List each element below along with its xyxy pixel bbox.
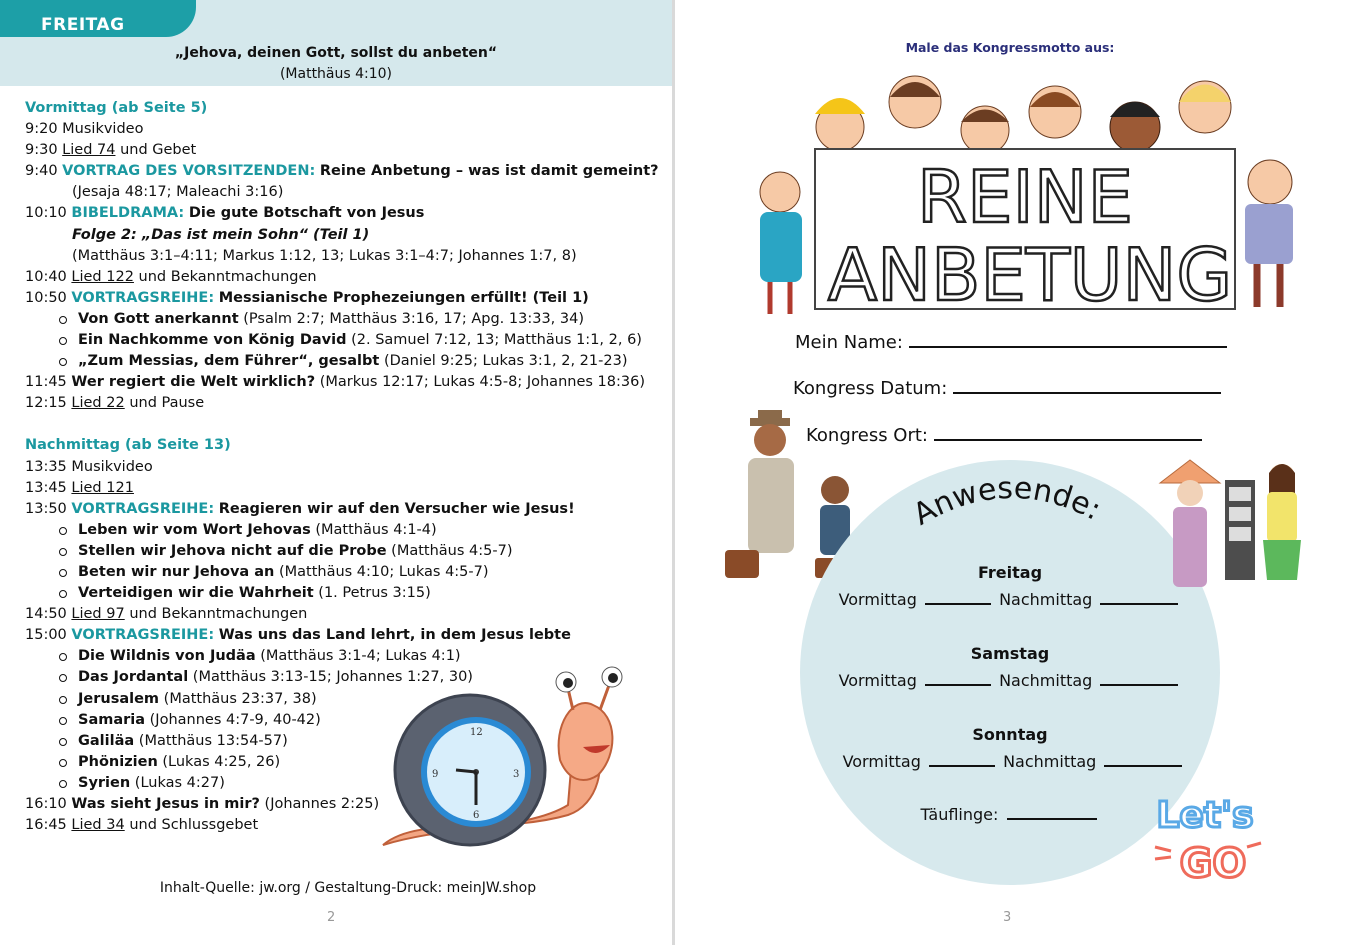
svg-text:3: 3	[513, 769, 520, 780]
list-item: Leben wir vom Wort Jehovas (Matthäus 4:1-4)	[25, 520, 665, 541]
program-item: 13:50 VORTRAGSREIHE: Reagieren wir auf den Versucher wie Jesus!	[25, 500, 575, 517]
banner-line2: ANBETUNG	[827, 233, 1233, 317]
program-item: 10:50 VORTRAGSREIHE: Messianische Prophezeiungen erfüllt! (Teil 1)	[25, 289, 589, 306]
program-item: 15:00 VORTRAGSREIHE: Was uns das Land lehrt, in dem Jesus lebte	[25, 627, 571, 644]
song-link[interactable]: Lied 97	[71, 606, 125, 623]
list-item: Von Gott anerkannt (Psalm 2:7; Matthäus 3:16, 17; Apg. 13:33, 34)	[25, 309, 665, 330]
date-label: Kongress Datum:	[793, 378, 948, 399]
program-item: 16:45 Lied 34 und Schlussgebet	[25, 817, 259, 834]
svg-text:12: 12	[470, 727, 483, 738]
program-item: 12:15 Lied 22 und Pause	[25, 395, 205, 412]
page-left	[0, 0, 672, 945]
list-item: Beten wir nur Jehova an (Matthäus 4:10; Lukas 4:5-7)	[25, 562, 665, 583]
scripture-ref: (Matthäus 3:1–4:11; Markus 1:12, 13; Lukas 3:1–4:7; Johannes 1:7, 8)	[72, 247, 577, 264]
list-item: Syrien (Lukas 4:27)	[25, 773, 665, 794]
attendance-row-sunday[interactable]: Vormittag Nachmittag	[675, 752, 1345, 771]
footer-credit: Inhalt-Quelle: jw.org / Gestaltung-Druck: meinJW.shop	[159, 880, 537, 896]
program-item: 13:35 Musikvideo	[25, 458, 153, 475]
lets-go-logo	[1153, 785, 1263, 885]
date-field[interactable]	[793, 376, 1221, 399]
motto-reference: (Matthäus 4:10)	[279, 66, 393, 82]
program-item: 14:50 Lied 97 und Bekanntmachungen	[25, 606, 308, 623]
program-item: 9:20 Musikvideo	[25, 121, 144, 138]
snail-clock-illustration	[378, 665, 638, 865]
song-link[interactable]: Lied 22	[71, 395, 125, 412]
song-link[interactable]: Lied 122	[71, 268, 134, 285]
program-item: 9:40 VORTRAG DES VORSITZENDEN: Reine Anbetung – was ist damit gemeint?	[25, 163, 659, 180]
program-item: 16:10 Was sieht Jesus in mir? (Johannes 2:25)	[25, 796, 380, 812]
list-item: Die Wildnis von Judäa (Matthäus 3:1-4; Lukas 4:1)	[25, 646, 665, 667]
day-tab: FREITAG	[0, 0, 196, 37]
song-link[interactable]: Lied 34	[71, 817, 125, 834]
morning-title: Vormittag (ab Seite 5)	[25, 100, 208, 116]
program-item: 10:10 BIBELDRAMA: Die gute Botschaft von Jesus	[25, 205, 425, 222]
banner-line1: REINE	[916, 155, 1134, 239]
program-item: 11:45 Wer regiert die Welt wirklich? (Markus 12:17; Lukas 4:5-8; Johannes 18:36)	[25, 374, 645, 391]
list-item: Phönizien (Lukas 4:25, 26)	[25, 752, 665, 773]
program-item: 10:40 Lied 122 und Bekanntmachungen	[25, 268, 317, 285]
list-item: Das Jordantal (Matthäus 3:13-15; Johannes 1:27, 30)	[25, 667, 665, 688]
list-item: Samaria (Johannes 4:7-9, 40-42)	[25, 710, 665, 731]
page-right	[675, 0, 1345, 945]
song-link[interactable]: Lied 74	[62, 142, 116, 159]
kids-banner-illustration	[745, 52, 1305, 322]
svg-text:GO: GO	[1179, 841, 1247, 885]
day-sunday: Sonntag	[972, 725, 1048, 744]
svg-text:Anwesende:: Anwesende:	[907, 473, 1107, 533]
attendance-title	[907, 473, 1117, 533]
paint-instruction: Male das Kongressmotto aus:	[905, 40, 1115, 55]
page-number: 3	[1003, 910, 1012, 925]
day-friday: Freitag	[977, 563, 1043, 582]
place-label: Kongress Ort:	[806, 425, 929, 446]
attendance-row-saturday[interactable]: Vormittag Nachmittag	[675, 671, 1345, 690]
list-item: Stellen wir Jehova nicht auf die Probe (Matthäus 4:5-7)	[25, 541, 665, 562]
svg-text:Let's: Let's	[1156, 795, 1254, 836]
list-item: Galiläa (Matthäus 13:54-57)	[25, 731, 665, 752]
day-saturday: Samstag	[970, 644, 1050, 663]
name-field[interactable]	[795, 330, 1227, 353]
svg-text:9: 9	[432, 769, 439, 780]
song-link[interactable]: Lied 121	[71, 479, 134, 496]
motto: „Jehova, deinen Gott, sollst du anbeten“	[174, 45, 498, 61]
scripture-ref: (Jesaja 48:17; Maleachi 3:16)	[72, 184, 284, 201]
list-item: Verteidigen wir die Wahrheit (1. Petrus 3:15)	[25, 583, 665, 604]
list-item: „Zum Messias, dem Führer“, gesalbt (Daniel 9:25; Lukas 3:1, 2, 21-23)	[25, 351, 665, 372]
drama-episode: Folge 2: „Das ist mein Sohn“ (Teil 1)	[72, 226, 370, 243]
program-item: 13:45 Lied 121	[25, 479, 134, 496]
afternoon-title: Nachmittag (ab Seite 13)	[25, 437, 231, 454]
baptized-field[interactable]: Täuflinge:	[675, 805, 1345, 824]
name-label: Mein Name:	[795, 332, 903, 353]
page-number: 2	[327, 910, 336, 925]
svg-text:6: 6	[473, 810, 480, 821]
list-item: Ein Nachkomme von König David (2. Samuel 7:12, 13; Matthäus 1:1, 2, 6)	[25, 330, 665, 351]
program-item: 9:30 Lied 74 und Gebet	[25, 142, 197, 159]
attendance-row-friday[interactable]: Vormittag Nachmittag	[675, 590, 1345, 609]
list-item: Jerusalem (Matthäus 23:37, 38)	[25, 689, 665, 710]
